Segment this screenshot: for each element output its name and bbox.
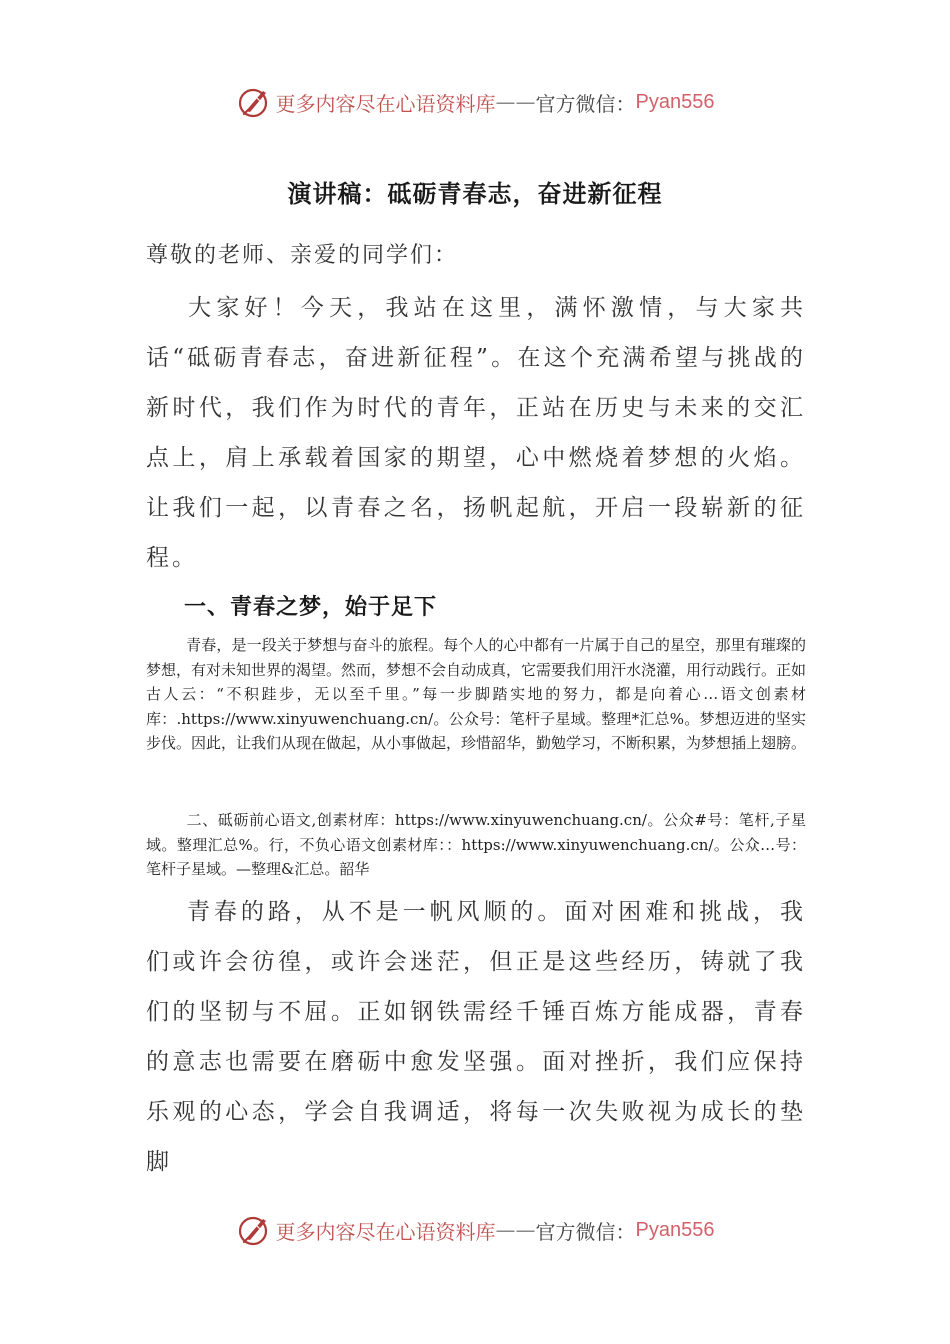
footer-wechat-label: 官方微信： <box>535 1219 636 1244</box>
banner-dash: —— <box>495 90 536 114</box>
banner-brand-text: 更多内容尽在心语资料库 <box>275 91 496 116</box>
document-title: 演讲稿：砥砺青春志，奋进新征程 <box>287 180 663 208</box>
body-paragraph-1 <box>146 283 806 583</box>
salutation: 尊敬的老师、亲爱的同学们： <box>146 243 459 268</box>
header-banner <box>0 80 950 124</box>
footer-banner <box>0 1208 950 1252</box>
quill-pen-logo-icon <box>236 1212 272 1248</box>
footer-wechat-id: Pyan556 <box>635 1218 715 1241</box>
footer-dash: —— <box>495 1218 536 1242</box>
body-paragraph-2-text: 青春的路，从不是一帆风顺的。面对困难和挑战，我们或许会彷徨，或许会迷茫，但正是这些经历，铸就了我们的坚韧与不屈。正如钢铁需经千锤百炼方能成器，青春的意志也需要在磨砺中愈发坚强。面对挫折，我们应保持乐观的心态，学会自我调适，将每一次失败视为成长的垫脚 <box>146 899 806 1175</box>
quill-pen-logo-icon <box>236 84 272 120</box>
banner-wechat-label: 官方微信： <box>535 91 636 116</box>
banner-wechat-id: Pyan556 <box>635 90 715 113</box>
small-paragraph-1-text: 青春，是一段关于梦想与奋斗的旅程。每个人的心中都有一片属于自己的星空，那里有璀璨的梦想，有对未知世界的渴望。然而，梦想不会自动成真，它需要我们用汗水浇灌，用行动践行。正如古人云：“不积跬步，无以至千里。”每一步脚踏实地的努力，都是向着心…语文创素材库：.https://www.xinyuwenchuang.cn/。公众号：笔杆子星域。整理*汇总%。梦想迈进的坚实步伐。因此，让我们从现在做起，从小事做起，珍惜韶华，勤勉学习，不断积累，为梦想插上翅膀。 <box>146 636 807 752</box>
small-paragraph-1 <box>146 633 806 756</box>
body-paragraph-1-text: 大家好！今天，我站在这里，满怀激情，与大家共话“砥砺青春志，奋进新征程”。在这个充满希望与挑战的新时代，我们作为时代的青年，正站在历史与未来的交汇点上，肩上承载着国家的期望，心中燃烧着梦想的火焰。让我们一起，以青春之名，扬帆起航，开启一段崭新的征程。 <box>146 295 806 571</box>
footer-brand-text: 更多内容尽在心语资料库 <box>275 1219 496 1244</box>
small-paragraph-2 <box>146 808 806 882</box>
body-paragraph-2 <box>146 887 806 1187</box>
section-heading-1: 一、青春之梦，始于足下 <box>184 595 438 620</box>
small-paragraph-2-text: 二、砥砺前心语文,创素材库：https://www.xinyuwenchuang.cn/。公众#号：笔杆,子星域。整理汇总%。行，不负心语文创素材库：：https://www.xinyuwenchuang.cn/。公众…号：笔杆子星域。—整理&汇总。韶华 <box>146 811 806 878</box>
